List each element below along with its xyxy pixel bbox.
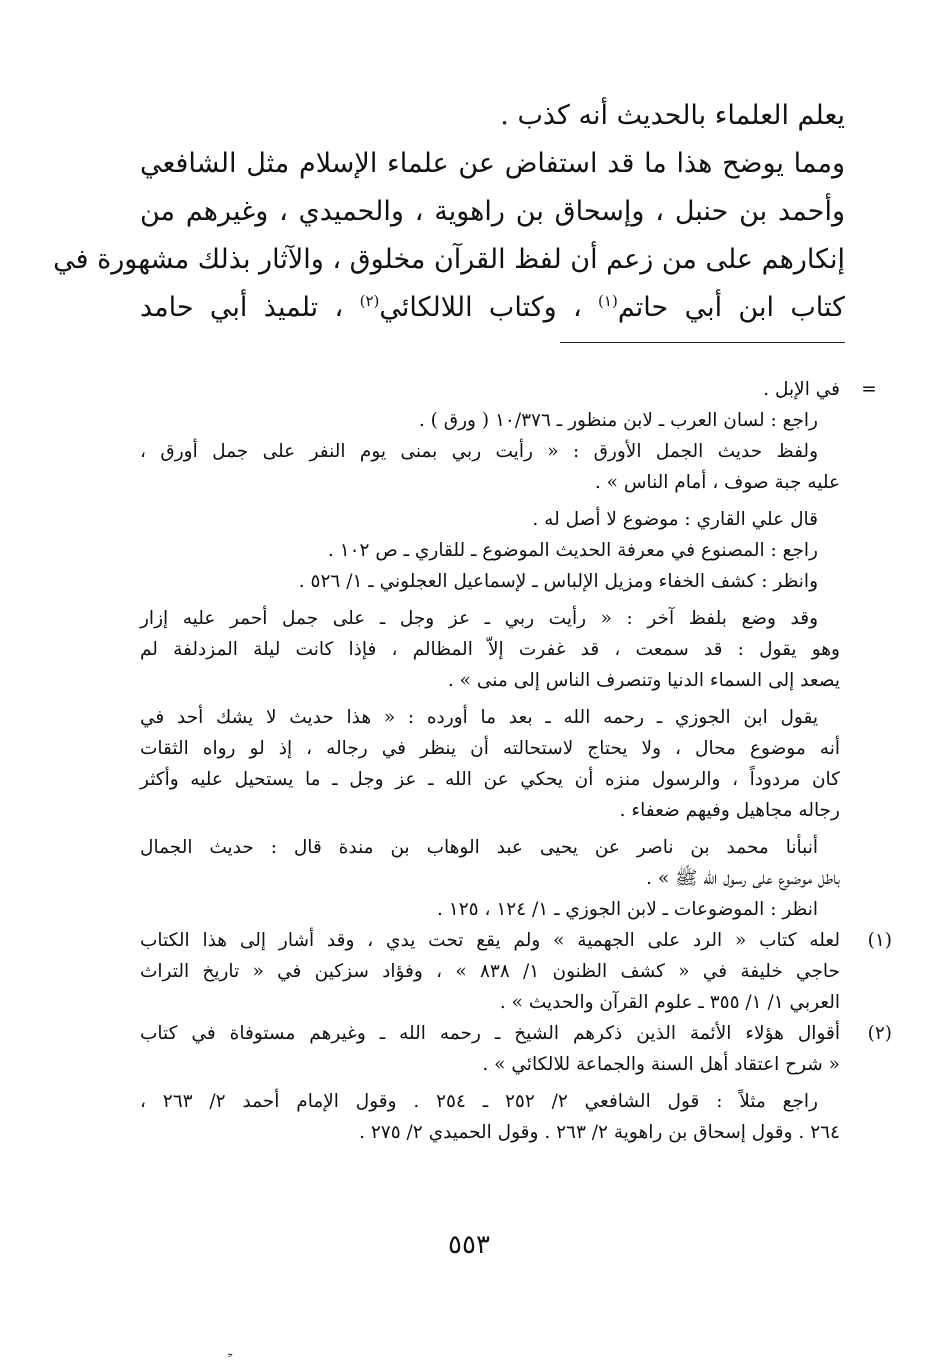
footnote-line-text: لعله كتاب « الرد على الجهمية » ولم يقع تحت يدي ، وقد أشار إلى هذا الكتاب xyxy=(140,930,840,951)
footnote-line: رجاله مجاهيل وفيهم ضعفاء . xyxy=(619,800,840,821)
footnote-line: يصعد إلى السماء الدنيا وتنصرف الناس إلى منى » . xyxy=(447,670,840,691)
footnote-line-text: أقوال هؤلاء الأئمة الذين ذكرهم الشيخ ـ رحمه الله ـ وغيرهم مستوفاة في كتاب xyxy=(140,1023,840,1044)
footnote-line xyxy=(140,1018,892,1049)
main-text-segment: ، وكتاب اللالكائي xyxy=(379,292,599,323)
footnote-line: أنبأنا محمد بن ناصر عن يحيى عبد الوهاب بن مندة قال : حديث الجمال xyxy=(140,837,818,858)
footnote-line: انظر : الموضوعات ـ لابن الجوزي ـ ١/ ١٢٤ ، ١٢٥ . xyxy=(437,899,818,920)
footnote-line xyxy=(140,374,877,405)
footnote-line: ولفظ حديث الجمل الأورق : « رأيت ربي بمنى يوم النفر على جمل أورق ، xyxy=(140,441,818,462)
footnote-line: يقول ابن الجوزي ـ رحمه الله ـ بعد ما أورده : « هذا حديث لا يشك أحد في xyxy=(140,707,818,728)
footnote-continuation xyxy=(140,374,877,925)
main-line: يعلم العلماء بالحديث أنه كذب . xyxy=(500,100,845,131)
main-body-text xyxy=(53,92,845,332)
main-text-segment: كتاب ابن أبي حاتم xyxy=(617,292,845,323)
continuation-marker: = xyxy=(861,379,877,400)
footnote-line-text: في الإبل . xyxy=(763,379,840,400)
footnote-line: راجع : لسان العرب ـ لابن منظور ـ ١٠/٣٧٦ ( ورق ) . xyxy=(418,410,818,431)
footnotes-section xyxy=(140,374,892,1148)
footnote-2 xyxy=(140,1018,892,1148)
main-line: ومما يوضح هذا ما قد استفاض عن علماء الإسلام مثل الشافعي xyxy=(140,148,845,179)
footnote-line: حاجي خليفة في « كشف الظنون ١/ ٨٣٨ » ، وفؤاد سزكين في « تاريخ التراث xyxy=(140,961,840,982)
page-number: ٥٥٣ xyxy=(448,1230,490,1260)
main-line: إنكارهم على من زعم أن لفظ القرآن مخلوق ، والآثار بذلك مشهورة في xyxy=(53,244,845,275)
footnote-line: العربي ١/ ١/ ٣٥٥ ـ علوم القرآن والحديث » . xyxy=(499,992,840,1013)
footnote-line: وهو يقول : قد سمعت ، قد غفرت إلاّ المظالم ، فإذا كانت ليلة المزدلفة لم xyxy=(140,639,840,660)
footnote-line: راجع : المصنوع في معرفة الحديث الموضوع ـ للقاري ـ ص ١٠٢ . xyxy=(327,540,818,561)
footnote-line: ٢٦٤ . وقول إسحاق بن راهوية ٢/ ٢٦٣ . وقول الحميدي ٢/ ٢٧٥ . xyxy=(359,1122,840,1143)
footnote-separator xyxy=(560,342,845,343)
footnote-1 xyxy=(140,925,892,1018)
footnote-line: باطل موضوع على رسول الله ﷺ » . xyxy=(646,868,840,889)
footnote-line: قال علي القاري : موضوع لا أصل له . xyxy=(532,509,818,530)
footnote-line: أنه موضوع محال ، ولا يحتاج لاستحالته أن ينظر في رجاله ، إذ لو رواه الثقات xyxy=(140,738,840,759)
footnote-ref-2[interactable]: (٢) xyxy=(359,292,380,310)
footnote-line: كان مردوداً ، والرسول منزه أن يحكي عن الله ـ عز وجل ـ ما يستحيل عليه وأكثر xyxy=(140,769,840,790)
footnote-line xyxy=(140,925,892,956)
main-line-with-refs xyxy=(140,284,845,332)
footnote-line: وانظر : كشف الخفاء ومزيل الإلباس ـ لإسماعيل العجلوني ـ ١/ ٥٢٦ . xyxy=(298,571,818,592)
footnote-number: (٢) xyxy=(867,1023,892,1044)
footnote-line: راجع مثلاً : قول الشافعي ٢/ ٢٥٢ ـ ٢٥٤ . وقول الإمام أحمد ٢/ ٢٦٣ ، xyxy=(140,1091,818,1112)
footnote-ref-1[interactable]: (١) xyxy=(598,292,618,310)
scan-mark: ـِ xyxy=(228,1343,233,1359)
footnote-line: عليه جبة صوف ، أمام الناس » . xyxy=(594,472,840,493)
main-line: وأحمد بن حنبل ، وإسحاق بن راهوية ، والحميدي ، وغيرهم من xyxy=(140,196,845,227)
main-text-segment: ، تلميذ أبي حامد xyxy=(140,292,360,323)
footnote-line: « شرح اعتقاد أهل السنة والجماعة للالكائي » . xyxy=(482,1054,840,1075)
footnote-line: وقد وضع بلفظ آخر : « رأيت ربي ـ عز وجل ـ على جمل أحمر عليه إزار xyxy=(140,608,818,629)
footnote-number: (١) xyxy=(867,930,892,951)
